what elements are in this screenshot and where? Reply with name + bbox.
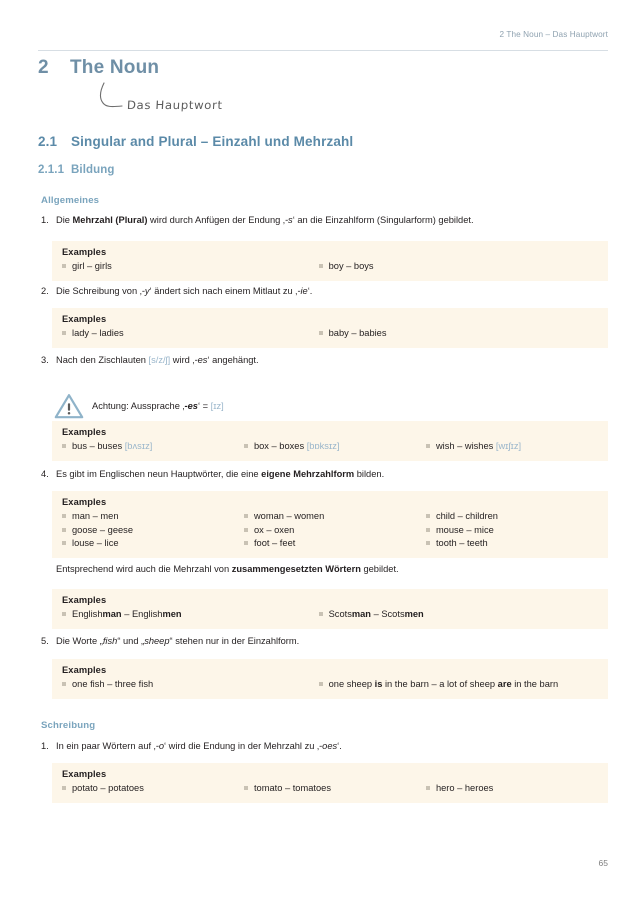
example-item-text: woman – women [253, 511, 325, 521]
example-box-2 [52, 308, 608, 348]
example-item [244, 510, 420, 524]
example-item-text: man – men [72, 511, 119, 521]
running-head: 2 The Noun – Das Hauptwort [499, 30, 608, 39]
rule-4-text: Es gibt im Englischen neun Hauptwörter, die eine eigene Mehrzahlform bilden. [56, 469, 385, 479]
rule-2-number: 2. [41, 286, 49, 296]
example-item-text: ox – oxen [253, 524, 295, 535]
example-item-text: girl – girls [72, 261, 112, 271]
bullet-square-icon [319, 331, 323, 335]
example-item [244, 524, 420, 538]
bullet-square-icon [244, 444, 248, 448]
example-item-text: one sheep is in the barn – a lot of sheep are in the barn [328, 679, 559, 689]
example-item-text: louse – lice [72, 538, 119, 548]
example-item-text: foot – feet [253, 538, 296, 548]
chapter-heading [38, 57, 159, 79]
rule-1-text: Die Mehrzahl (Plural) wird durch Anfügen der Endung ‚-s‘ an die Einzahlform (Singularform) gebildet. [56, 215, 474, 225]
bullet-square-icon [244, 786, 248, 790]
bullet-square-icon [62, 444, 66, 448]
example-item-text: tomato – tomatoes [253, 783, 331, 793]
bullet-square-icon [244, 514, 248, 518]
example-box-7 [52, 763, 608, 803]
example-box-3-items [62, 440, 608, 454]
section-title-2-1: Singular and Plural – Einzahl und Mehrzahl [71, 134, 354, 149]
example-item-text: potato – potatoes [72, 783, 144, 793]
example-item-text: Englishman – Englishmen [72, 609, 182, 619]
rule-6-text: In ein paar Wörtern auf ‚-o‘ wird die Endung in der Mehrzahl zu ‚-oes‘. [56, 741, 342, 751]
example-item [62, 510, 238, 524]
section-heading-2-1 [38, 134, 353, 149]
example-item-text: child – children [435, 511, 498, 521]
bullet-square-icon [426, 528, 430, 532]
subhead-schreibung: Schreibung [41, 720, 96, 731]
example-item-text: wish – wishes [wɪʃɪz] [435, 441, 522, 451]
bullet-square-icon [426, 444, 430, 448]
example-item-text: box – boxes [bɒksɪz] [253, 441, 340, 451]
example-item-text: Scotsman – Scotsmen [328, 609, 424, 619]
example-item-text: one fish – three fish [72, 679, 154, 689]
example-box-6-items [62, 678, 608, 692]
example-item [62, 260, 313, 274]
example-box-6-title: Examples [62, 665, 107, 675]
bullet-square-icon [319, 264, 323, 268]
example-item-text: lady – ladies [72, 328, 124, 338]
example-item-text: mouse – mice [435, 524, 494, 535]
compound-words-paragraph: Entsprechend wird auch die Mehrzahl von zusammengesetzten Wörtern gebildet. [56, 564, 399, 574]
chapter-title: The Noun [70, 57, 160, 78]
example-item-text: bus – buses [bʌsɪz] [72, 441, 153, 451]
rule-4 [41, 468, 608, 481]
rule-3 [41, 354, 608, 367]
bullet-square-icon [426, 541, 430, 545]
bullet-square-icon [62, 541, 66, 545]
example-item [426, 524, 602, 538]
subhead-allgemeines: Allgemeines [41, 195, 100, 206]
section-heading-2-1-1 [38, 164, 115, 176]
example-item [244, 537, 420, 551]
example-box-1-items [62, 260, 608, 274]
rule-5 [41, 635, 608, 648]
rule-1 [41, 214, 608, 227]
example-box-4-items [62, 510, 608, 551]
page-number: 65 [598, 858, 608, 868]
example-item-text: hero – heroes [435, 783, 494, 793]
example-item [62, 327, 313, 341]
example-box-5-title: Examples [62, 595, 107, 605]
bullet-square-icon [244, 528, 248, 532]
rule-6-number: 1. [41, 741, 49, 751]
example-box-6 [52, 659, 608, 699]
example-box-5 [52, 589, 608, 629]
example-box-3-title: Examples [62, 427, 107, 437]
bullet-square-icon [62, 682, 66, 686]
warning-triangle-icon [54, 393, 84, 419]
rule-4-number: 4. [41, 469, 49, 479]
example-item [62, 608, 313, 622]
example-box-2-title: Examples [62, 314, 107, 324]
example-box-4 [52, 491, 608, 558]
attention-note [54, 393, 224, 419]
example-item [319, 678, 570, 692]
bullet-square-icon [426, 786, 430, 790]
example-box-1-title: Examples [62, 247, 107, 257]
example-box-5-items [62, 608, 608, 622]
bullet-square-icon [62, 264, 66, 268]
example-item [62, 782, 238, 796]
chapter-number: 2 [38, 57, 49, 78]
rule-5-number: 5. [41, 636, 49, 646]
example-box-7-items [62, 782, 608, 796]
example-item [319, 608, 570, 622]
rule-5-text: Die Worte „fish“ und „sheep“ stehen nur in der Einzahlform. [56, 636, 300, 646]
bullet-square-icon [244, 541, 248, 545]
section-title-2-1-1: Bildung [71, 164, 115, 176]
example-item-text: baby – babies [328, 328, 387, 338]
example-item-text: boy – boys [328, 261, 374, 271]
bullet-square-icon [319, 682, 323, 686]
example-item [319, 327, 570, 341]
example-box-2-items [62, 327, 608, 341]
rule-3-text: Nach den Zischlauten [s/z/ʃ] wird ‚-es‘ angehängt. [56, 355, 259, 365]
handwritten-note: Das Hauptwort [126, 98, 224, 112]
handwritten-annotation [98, 82, 298, 120]
section-number-2-1: 2.1 [38, 134, 58, 149]
rule-1-number: 1. [41, 215, 49, 225]
bullet-square-icon [62, 528, 66, 532]
section-number-2-1-1: 2.1.1 [38, 164, 65, 176]
rule-2-text: Die Schreibung von ‚-y‘ ändert sich nach einem Mitlaut zu ‚-ie‘. [56, 286, 313, 296]
bullet-square-icon [62, 786, 66, 790]
bullet-square-icon [62, 331, 66, 335]
bullet-square-icon [426, 514, 430, 518]
header-divider [38, 50, 608, 51]
example-item-text: goose – geese [72, 524, 133, 535]
example-item [62, 537, 238, 551]
rule-2 [41, 285, 608, 298]
example-item [62, 678, 313, 692]
example-item [426, 782, 602, 796]
example-box-7-title: Examples [62, 769, 107, 779]
example-item [244, 782, 420, 796]
example-item [426, 440, 602, 454]
example-item [426, 510, 602, 524]
bullet-square-icon [319, 612, 323, 616]
example-box-3 [52, 421, 608, 461]
example-item [244, 440, 420, 454]
attention-text: Achtung: Aussprache ‚-es‘ = [ɪz] [92, 401, 224, 411]
example-box-4-title: Examples [62, 497, 107, 507]
example-item [426, 537, 602, 551]
example-item-text: tooth – teeth [435, 538, 488, 548]
bullet-square-icon [62, 612, 66, 616]
example-item [62, 440, 238, 454]
example-item [319, 260, 570, 274]
rule-6 [41, 740, 608, 753]
rule-3-number: 3. [41, 355, 49, 365]
example-box-1 [52, 241, 608, 281]
bullet-square-icon [62, 514, 66, 518]
example-item [62, 524, 238, 538]
